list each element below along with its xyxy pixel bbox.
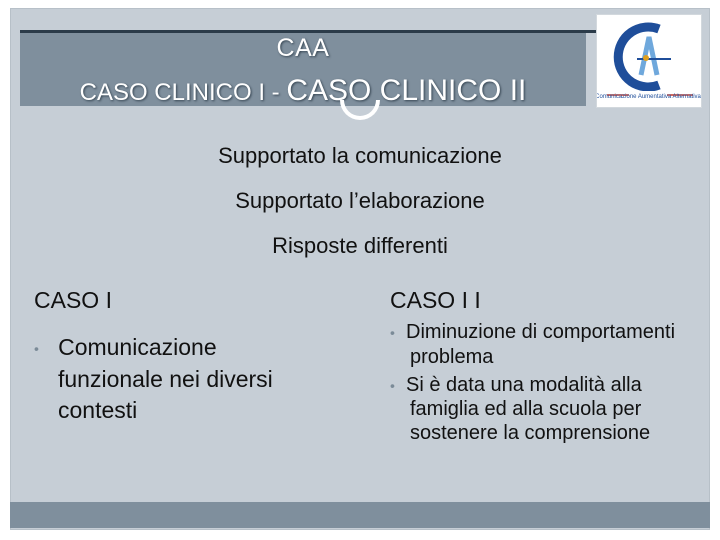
left-bullet-item [34,332,324,426]
right-bullet-text-1: Diminuzione di comportamenti problema [406,321,676,368]
center-line-1: Supportato la comunicazione [218,143,502,168]
title-accent-line [20,30,620,33]
right-bullet-item-1 [390,320,690,369]
caa-logo-icon [597,15,701,107]
subtitle-part-2: CASO CLINICO II [286,74,527,107]
center-line-3: Risposte differenti [272,233,448,258]
logo [596,14,702,108]
bottom-bar [10,502,710,528]
right-bullet-text-2: Si è data una modalità alla famiglia ed alla scuola per sostenere la comprensione [406,373,651,445]
logo-caption: Comunicazione Aumentativa Alternativa [597,94,701,100]
slide-title: CAA [276,34,330,62]
left-heading: CASO I [34,287,112,313]
bullet-icon: • [390,377,395,394]
center-line-2: Supportato l’elaborazione [235,188,485,213]
right-column [390,287,690,445]
right-heading: CASO I I [390,287,481,313]
right-bullet-item-2 [390,373,690,446]
left-column [34,287,324,426]
left-bullet-text: Comunicazione funzionale nei diversi contesti [58,334,273,424]
bullet-icon: • [390,324,395,341]
slide-subtitle [20,74,586,108]
subtitle-part-1: CASO CLINICO I - [79,79,287,106]
bullet-icon: • [34,340,39,357]
